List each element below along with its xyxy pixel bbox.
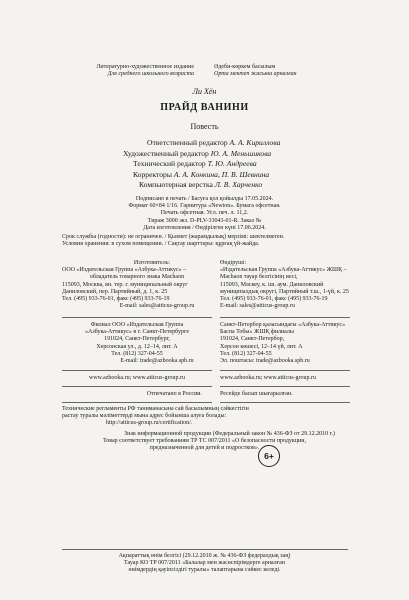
print-line: Условия хранения: в сухом помещении. / Сақтау шарттары: құрғақ үй-жайда. — [62, 241, 260, 248]
info-mark — [0, 431, 409, 453]
printed-ru — [62, 391, 212, 398]
footer-text — [0, 553, 409, 575]
genre-kz-line1: Әдеби-көркем басылым — [214, 64, 276, 70]
credit-row — [123, 149, 280, 160]
manufacturer-kz — [220, 260, 349, 310]
address-line: 115093, Мәскеу, к. іш. аум. Даниловский — [220, 281, 324, 288]
address-line: Тел. (495) 933-76-01, факс (495) 933-76-19 — [62, 296, 170, 303]
info-mark-line: Знак информационной продукции (Федеральный закон № 436-ФЗ от 29.12.2010 г.) — [124, 431, 335, 437]
divider — [220, 370, 350, 371]
book-title: ПРАЙД ВАНИНИ — [160, 102, 249, 113]
address-line: муниципалдық округі, Партийный т.ш., 1-үй, к. 25 — [220, 288, 349, 295]
credits — [123, 138, 280, 191]
email-line: E-mail: trade@azbooka.spb.ru — [120, 358, 194, 365]
credit-role: Художественный редактор — [123, 148, 209, 158]
email-line: Эл. поштасы: trade@azbooka.spb.ru — [220, 358, 310, 365]
branch-kz — [220, 322, 345, 365]
address-line: Тел. (495) 933-76-01, факс (495) 933-76-19 — [220, 296, 328, 303]
print-line: Печать офсетная. Усл. печ. л. 11,2. — [160, 210, 249, 217]
divider — [62, 402, 212, 403]
credit-name: А. А. Кириллова — [229, 138, 281, 147]
manufacturer-heading: Өндіруші: — [220, 260, 247, 266]
info-mark-line: предназначенной для детей и подростков». — [149, 445, 260, 452]
credit-name: А. А. Конкина, П. В. Шевнина — [173, 169, 270, 179]
address-line: Machaon тауар белгісінің иесі, — [220, 274, 298, 281]
print-line: Формат 60×84 1/16. Гарнитура «Newton». Бумага офсетная. — [128, 203, 281, 210]
divider — [62, 317, 212, 318]
certification-line: растау туралы мәліметтерді мына адрес бойынша алуға болады: — [62, 413, 227, 420]
email-line: E-mail: sales@atticus-group.ru — [220, 303, 295, 310]
branch-line: 191024, Санкт-Петербор, — [220, 336, 285, 343]
branch-line: Херсонская ул., д. 12–14, лит. А — [96, 343, 178, 350]
credit-role: Компьютерная верстка — [139, 180, 213, 190]
branch-ru — [62, 322, 212, 365]
age-rating-badge: 6+ — [258, 445, 280, 467]
credit-name: Т. Ю. Андреева — [207, 159, 257, 169]
branch-line: Херсон көшесі, 12–14 үй, лит. А — [220, 343, 303, 350]
website-ru: www.azbooka.ru; www.atticus-group.ru — [88, 375, 186, 381]
print-info-storage — [62, 234, 284, 248]
website-kz: www.azbooka.ru; www.atticus-group.ru — [220, 375, 317, 381]
divider — [62, 386, 212, 387]
email-line: E-mail: sales@atticus-group.ru — [119, 303, 195, 310]
printed-ru-text: Отпечатано в России. — [146, 391, 202, 397]
credit-role: Технический редактор — [133, 159, 206, 169]
divider — [62, 370, 212, 371]
branch-line: Санкт-Петербор қаласындағы «Азбука-Аттикус» — [220, 322, 346, 328]
footer-divider — [62, 549, 348, 550]
print-line: Подписано в печать / Басуға қол қойылды 17.05.2024. — [135, 196, 274, 202]
certification — [62, 406, 249, 428]
address-line: «Издательская Группа «Азбука-Аттикус» ЖШҚ – — [220, 267, 347, 274]
credit-row — [139, 180, 280, 191]
address-line: ООО «Издательская Группа «Азбука-Аттикус» – — [62, 267, 187, 274]
genre-ru-line1: Литературно-художественное издание — [96, 64, 194, 70]
author: Ли Хён — [192, 87, 217, 96]
book-subtitle: Повесть — [190, 122, 219, 131]
branch-line: Баспа Тобы» ЖШҚ филиалы — [220, 329, 294, 336]
footer-line: Тауар КО ТР 007/2011 «Балалар мен жасөспірімдерге арналған — [124, 560, 285, 567]
genre-ru — [30, 64, 194, 78]
print-line: Срок службы (годности): не ограничен. / Қызмет (жарамдылық) мерзімі: шектелмеген. — [62, 234, 285, 240]
print-line: Дата изготовления / Өндірілген күні 17.06.2024. — [143, 224, 266, 231]
divider — [220, 386, 350, 387]
credit-row — [133, 170, 280, 181]
genre-kz-line2: Орта мектеп жасына арналған — [214, 71, 297, 78]
credit-name: Л. В. Харченко — [214, 180, 263, 190]
branch-line: «Азбука-Аттикус» в г. Санкт-Петербурге — [84, 329, 190, 336]
divider — [220, 317, 350, 318]
print-line: Тираж 3000 экз. D-PLV-33043-01-R. Заказ № — [147, 217, 262, 224]
address-line: 115093, Москва, вн. тер. г. муниципальный округ — [62, 281, 188, 288]
manufacturer-heading: Изготовитель: — [133, 260, 171, 266]
genre-ru-line2: Для среднего школьного возраста — [107, 71, 194, 78]
branch-line: Тел. (812) 327-04-55 — [111, 350, 163, 357]
credit-name: Ю. А. Меньшикова — [210, 148, 272, 158]
footer-line: өнімдердің қауіпсіздігі туралы» талаптарына сәйкес келеді. — [128, 567, 281, 574]
manufacturer-ru — [62, 260, 212, 310]
print-info — [0, 196, 409, 232]
credit-role: Корректоры — [133, 169, 172, 179]
branch-line: Филиал ООО «Издательская Группа — [90, 322, 184, 328]
footer-line: Ақпараттық өнім белгісі (29.12.2010 ж. № 436-ФЗ федералдық заң) — [118, 553, 291, 559]
certification-url[interactable]: http://atticus-group.ru/certification/. — [106, 420, 193, 427]
divider — [220, 402, 350, 403]
credit-row — [147, 138, 280, 149]
info-mark-line: Товар соответствует требованиям ТР ТС 007/2011 «О безопасности продукции, — [103, 438, 306, 445]
printed-kz: Ресейде басып шығарылған. — [220, 391, 293, 397]
genre-kz — [214, 64, 297, 78]
certification-line: Технические регламенты РФ таниманасына сай басылымның сәйкестігін — [62, 406, 249, 412]
address-line: Даниловский, пер. Партийный, д. 1, к. 25 — [62, 288, 168, 295]
branch-line: 191024, Санкт-Петербург, — [104, 336, 170, 343]
credit-row — [133, 159, 280, 170]
branch-line: Тел. (812) 327-04-55 — [220, 350, 272, 357]
credit-role: Ответственный редактор — [147, 138, 228, 147]
address-line: обладатель товарного знака Machaon — [89, 274, 185, 281]
